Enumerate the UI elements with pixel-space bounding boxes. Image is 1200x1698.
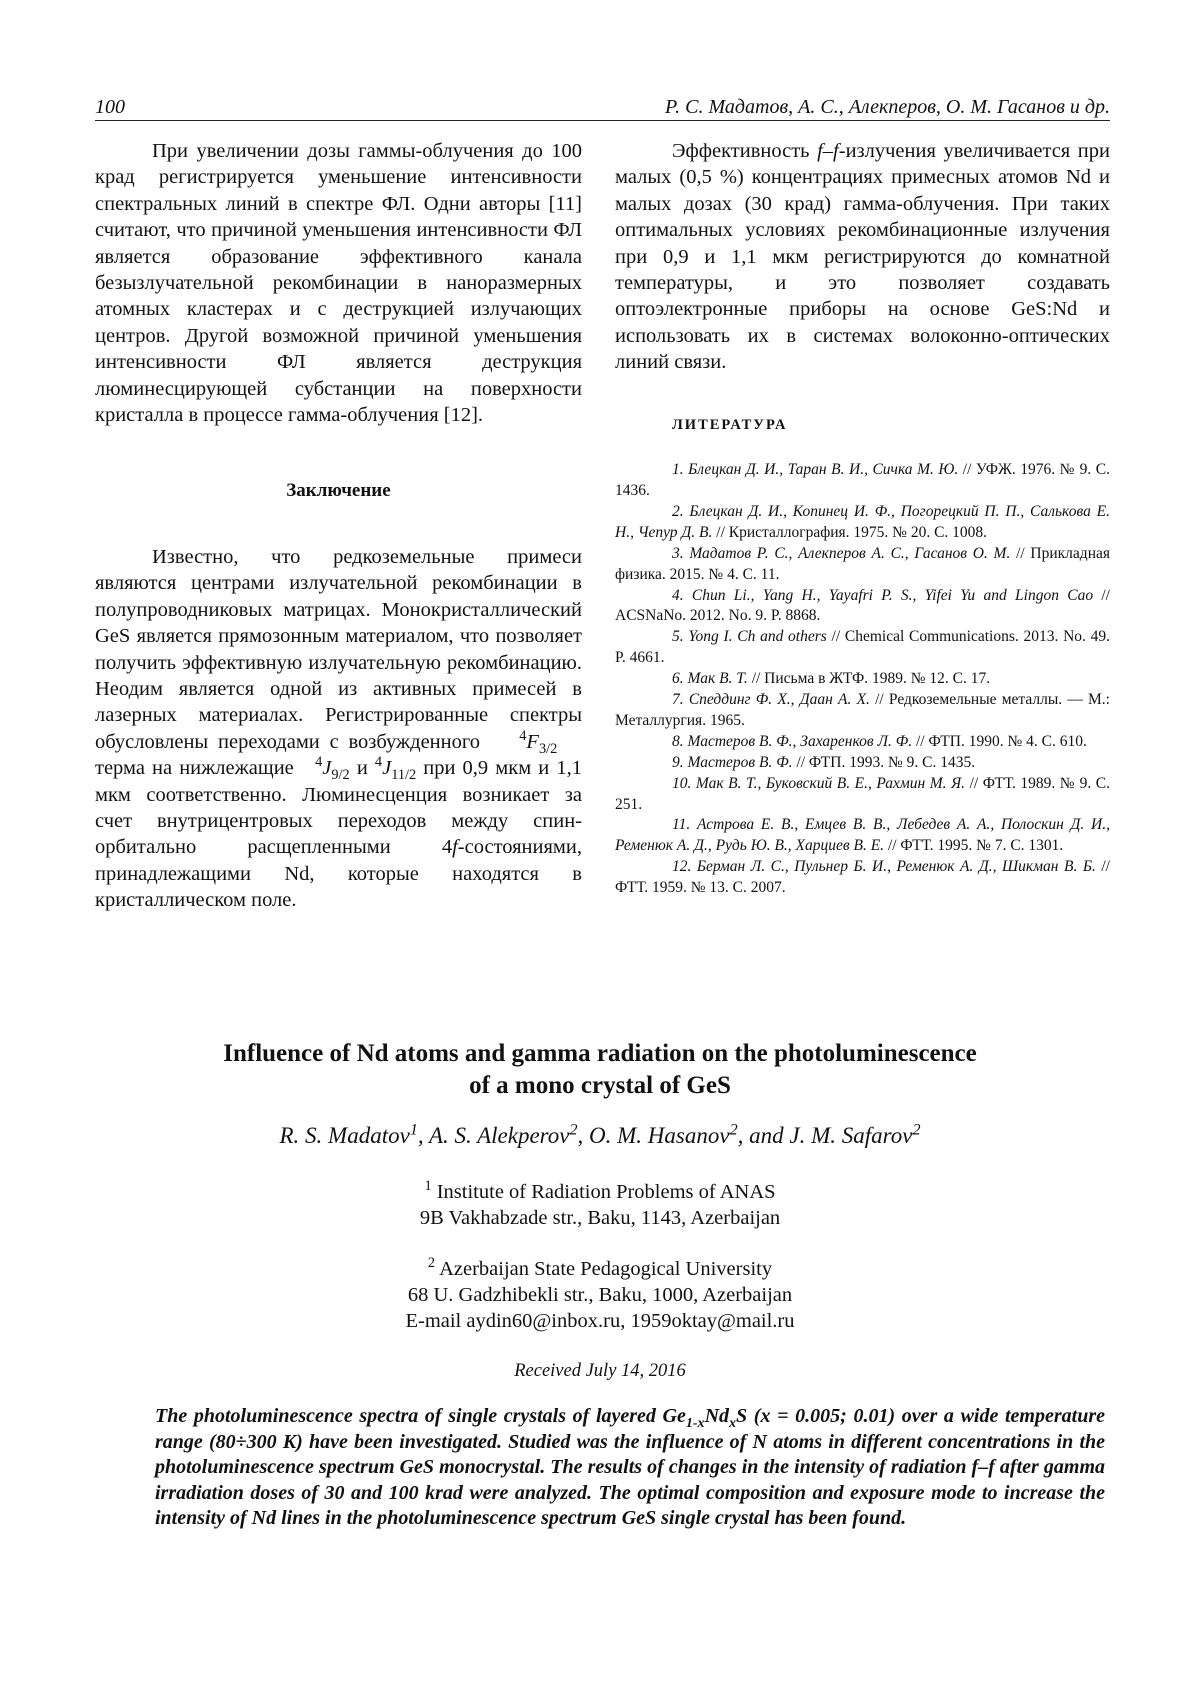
reference-list bbox=[615, 460, 1110, 899]
reference-item: 11. Астрова Е. В., Емцев В. В., Лебедев А. А., Полоскин Д. И., Ременюк А. Д., Рудь Ю. В., Харциев В. Е. // ФТТ. 1995. № 7. С. 1301. bbox=[615, 816, 1110, 855]
page-number: 100 bbox=[95, 96, 125, 118]
reference-item: 6. Мак В. Т. // Письма в ЖТФ. 1989. № 12. С. 17. bbox=[672, 670, 991, 688]
abstract: The photoluminescence spectra of single crystals of layered $Ge_{1-x}Nd_xS$ (x = 0.005; 0.01) over a wide temperature range (80÷300 K) have been investigated. Studied was the influence of N atoms in different concentrations in the photoluminescence spectrum GeS monocrystal. The results of changes in the intensity of radiation f–f after gamma irradiation doses of 30 and 100 krad were analyzed. The optimal composition and exposure mode to increase the intensity of Nd lines in the photoluminescence spectrum GeS single crystal has been found. bbox=[155, 1405, 1105, 1529]
received-date: Received July 14, 2016 bbox=[514, 1361, 686, 1381]
reference-item: 4. Chun Li., Yang H., Yayafri P. S., Yifei Yu and Lingon Cao // ACSNaNo. 2012. No. 9. P. 8868. bbox=[615, 586, 1110, 625]
running-header bbox=[95, 84, 1110, 121]
reference-item: 5. Yong I. Ch and others // Chemical Communications. 2013. No. 49. P. 4661. bbox=[615, 628, 1110, 667]
section-title-conclusion: Заключение bbox=[286, 480, 391, 502]
running-authors: Р. С. Мадатов, А. С., Алекперов, О. М. Гасанов и др. bbox=[664, 96, 1110, 118]
reference-item: 2. Блецкан Д. И., Копинец И. Ф., Погорецкий П. П., Салькова Е. Н., Чепур Д. В. // Кристаллография. 1975. № 20. С. 1008. bbox=[615, 502, 1110, 541]
affiliation-2: $^2$ Azerbaijan State Pedagogical University 68 U. Gadzhibekli str., Baku, 1000, Azerbaijan E-mail aydin60@inbox.ru, 1959oktay@mail.ru bbox=[100, 1256, 1100, 1334]
reference-item: 10. Мак В. Т., Буковский В. Е., Рахмин М. Я. // ФТТ. 1989. № 9. С. 251. bbox=[615, 774, 1111, 813]
email-line: E-mail aydin60@inbox.ru, 1959oktay@mail.ru bbox=[405, 1310, 795, 1332]
references-title: ЛИТЕРАТУРА bbox=[672, 416, 788, 433]
paragraph-conclusion: Известно, что редкоземельные примеси являются центрами излучательной рекомбинации в полупроводниковых матрицах. Монокристаллический GeS является прямозонным материалом, что позволяет получить эффективную излучательную рекомбинацию. Неодим является одной из активных примесей в лазерных материалах. Регистрированные спектры обусловлены переходами с возбужденного $^4F_{3/2}$ терма на нижлежащие $^4J_{9/2}$ и $^4J_{11/2}$ при 0,9 мкм и 1,1 мкм соответственно. Люминесценция возникает за счет внутрицентровых переходов между спин-орбитально расщепленными 4f-состояниями, принадлежащими Nd, которые находятся в кристаллическом поле. bbox=[95, 545, 582, 912]
right-column bbox=[615, 138, 1110, 899]
paper-title: Influence of Nd atoms and gamma radiation on the photoluminescence of a mono crystal of GeS bbox=[223, 1040, 977, 1099]
affiliation-1: $^1$ Institute of Radiation Problems of ANAS 9B Vakhabzade str., Baku, 1143, Azerbaijan bbox=[419, 1178, 781, 1229]
paragraph: Эффективность f–f-излучения увеличивается при малых (0,5 %) концентрациях примесных атомов Nd и малых дозах (30 крад) гамма-облучения. При таких оптимальных условиях рекомбинационные излучения при 0,9 и 1,1 мкм регистрируются до комнатной температуры, и это позволяет создавать оптоэлектронные приборы на основе GeS:Nd и использовать их в системах волоконно-оптических линий связи. bbox=[615, 140, 1110, 374]
reference-item: 1. Блецкан Д. И., Таран В. И., Сичка М. Ю. // УФЖ. 1976. № 9. С. 1436. bbox=[615, 461, 1110, 499]
left-column bbox=[95, 138, 582, 914]
reference-item: 7. Спеддинг Ф. Х., Даан А. Х. // Редкоземельные металлы. — М.: Металлургия. 1965. bbox=[615, 691, 1110, 729]
reference-item: 8. Мастеров В. Ф., Захаренков Л. Ф. // ФТП. 1990. № 4. С. 610. bbox=[672, 732, 1087, 750]
reference-item: 3. Мадатов Р. С., Алекперов А. С., Гасанов О. М. // Прикладная физика. 2015. № 4. С. 11. bbox=[615, 544, 1110, 583]
reference-item: 9. Мастеров В. Ф. // ФТП. 1993. № 9. С. 1435. bbox=[672, 753, 976, 771]
author-list: R. S. Madatov$^1$, A. S. Alekperov$^2$, O. M. Hasanov$^2$, and J. M. Safarov$^2$ bbox=[279, 1121, 921, 1148]
reference-item: 12. Берман Л. С., Пульнер Б. И., Ременюк А. Д., Шикман В. Б. // ФТТ. 1959. № 13. С. 2007. bbox=[615, 858, 1110, 897]
paragraph: При увеличении дозы гаммы-облучения до 100 крад регистрируется уменьшение интенсивности спектральных линий в спектре ФЛ. Одни авторы [11] считают, что причиной уменьшения интенсивности ФЛ является образование эффективного канала безызлучательной рекомбинации в наноразмерных атомных кластерах и с деструкцией излучающих центров. Другой возможной причиной уменьшения интенсивности ФЛ является деструкция люминесцирующей субстанции на поверхности кристалла в процессе гамма-облучения [12]. bbox=[95, 140, 582, 427]
